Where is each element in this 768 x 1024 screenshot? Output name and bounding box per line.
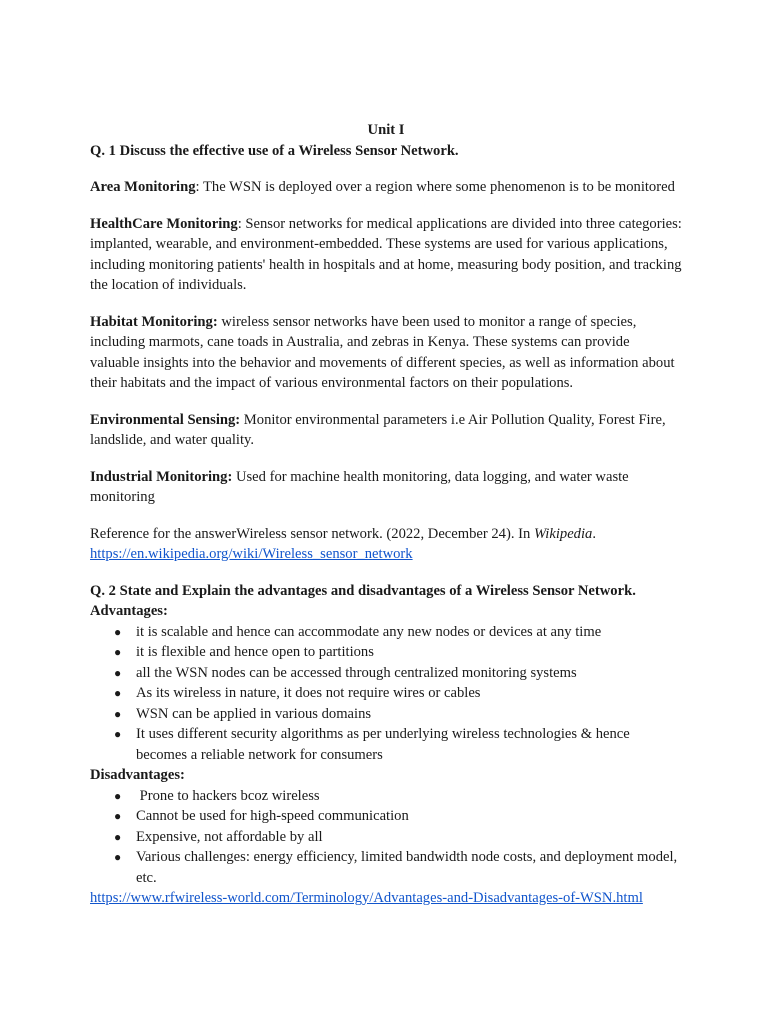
disadvantages-list: [90, 786, 682, 889]
list-item: ● Various challenges: energy efficiency, limited bandwidth node costs, and deployment model, etc.: [114, 849, 678, 886]
section-heading: Area Monitoring: [90, 179, 196, 195]
reference-source: Wikipedia: [533, 525, 593, 542]
section-heading: Environmental Sensing:: [90, 411, 241, 428]
bullet-icon: ●: [114, 645, 122, 659]
bullet-icon: ●: [114, 686, 122, 700]
section-industrial-monitoring: [90, 467, 682, 508]
advantages-heading: Advantages:: [90, 603, 168, 619]
bullet-icon: ●: [114, 809, 122, 823]
list-item: ● it is scalable and hence can accommodate any new nodes or devices at any time: [114, 622, 682, 643]
bullet-icon: ●: [114, 850, 122, 864]
section-healthcare-monitoring: HealthCare Monitoring: Sensor networks for medical applications are divided into three categories: implanted, wearable, and environment-embedded. These systems are used for various applications, including monitoring patients' health in hospitals and at home, measuring body position, and tracking the location of individuals.: [90, 215, 682, 293]
list-item: ● Cannot be used for high-speed communication: [114, 806, 682, 827]
section-text: Used for machine health monitoring, data logging, and water waste monitoring: [90, 468, 629, 505]
bullet-icon: ●: [114, 624, 122, 639]
bullet-icon: ●: [114, 829, 122, 844]
section-heading: HealthCare Monitoring: [90, 215, 238, 232]
reference-text: Reference for the answerWireless sensor network. (2022, December 24). In: [90, 525, 534, 542]
list-item: ● As its wireless in nature, it does not require wires or cables: [114, 683, 682, 704]
section-text: wireless sensor networks have been used to monitor a range of species, including marmots, cane toads in Australia, and zebras in Kenya. These systems can provide valuable insights into the behavior and movements of different species, as well as information about their habitats and the impact of various environmental factors on their populations.: [90, 313, 675, 391]
question-2-title: Q. 2 State and Explain the advantages and disadvantages of a Wireless Sensor Network.: [90, 582, 636, 599]
list-item: ● It uses different security algorithms as per underlying wireless technologies & hence becomes a reliable network for consumers: [114, 726, 630, 763]
section-text: Sensor networks for medical applications are divided into three categories: implanted, wearable, and environment-embedded. These systems are used for various applications, including monitoring patients' health in hospitals and at home, measuring body position, and tracking the location of individuals.: [90, 215, 682, 293]
bullet-icon: ●: [114, 665, 122, 680]
list-item: ● all the WSN nodes can be accessed through centralized monitoring systems: [114, 663, 682, 684]
rfwireless-link[interactable]: https://www.rfwireless-world.com/Terminology/Advantages-and-Disadvantages-of-WSN.html: [90, 890, 643, 906]
question-1-title: Q. 1 Discuss the effective use of a Wireless Sensor Network.: [90, 142, 459, 159]
disadvantages-heading: Disadvantages:: [90, 767, 185, 783]
document-page: [90, 120, 682, 909]
section-text: Monitor environmental parameters i.e Air Pollution Quality, Forest Fire, landslide, and water quality.: [90, 411, 666, 448]
list-item: ● Prone to hackers bcoz wireless: [114, 786, 682, 807]
list-item: ● it is flexible and hence open to partitions: [114, 642, 682, 663]
section-habitat-monitoring: [90, 312, 682, 394]
bullet-icon: ●: [114, 727, 122, 741]
section-text: The WSN is deployed over a region where some phenomenon is to be monitored: [199, 179, 675, 195]
wikipedia-link[interactable]: https://en.wikipedia.org/wiki/Wireless_sensor_network: [90, 546, 413, 562]
section-area-monitoring: Area Monitoring: The WSN is deployed over a region where some phenomenon is to be monitored: [90, 179, 675, 195]
section-heading: Industrial Monitoring:: [90, 468, 233, 485]
section-heading: Habitat Monitoring:: [90, 313, 218, 330]
list-item: ● WSN can be applied in various domains: [114, 704, 682, 725]
bullet-icon: ●: [114, 788, 122, 803]
list-item: ● Expensive, not affordable by all: [114, 827, 682, 848]
q1-reference: Reference for the answerWireless sensor network. (2022, December 24). In Wikipedia. https://en.wikipedia.org/wiki/Wireless_sensor_network: [90, 525, 596, 562]
unit-title: Unit I: [367, 122, 405, 138]
advantages-list: [90, 622, 682, 766]
section-environmental-sensing: [90, 410, 682, 451]
bullet-icon: ●: [114, 706, 122, 721]
